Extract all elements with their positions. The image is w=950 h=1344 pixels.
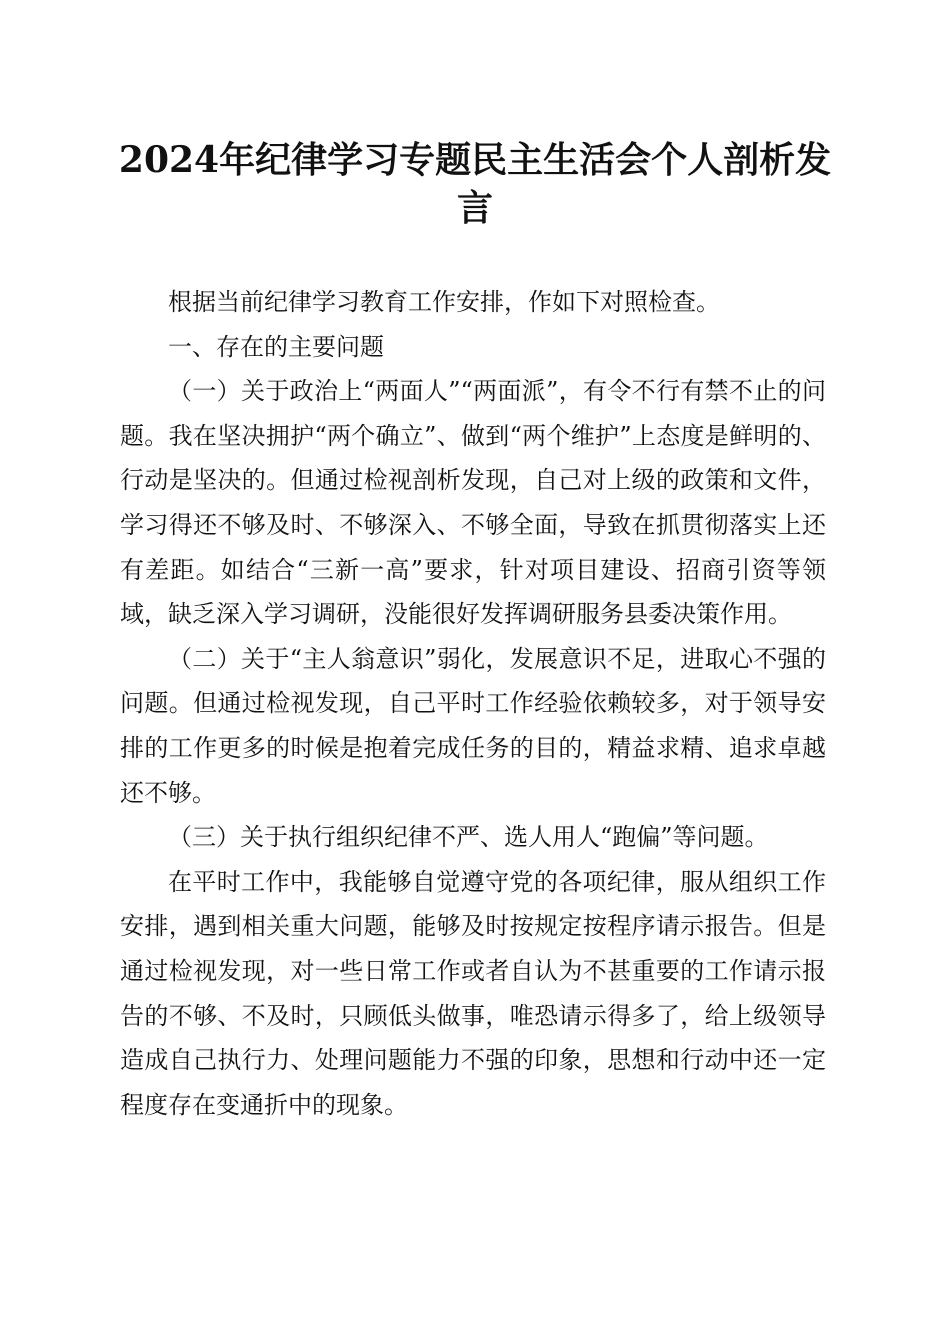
- issue-paragraph-2: （二）关于“主人翁意识”弱化，发展意识不足，进取心不强的问题。但通过检视发现，自己平时工作经验依赖较多，对于领导安排的工作更多的时候是抱着完成任务的目的，精益求精、追求卓越还不够。: [120, 644, 826, 807]
- document-title: 2024年纪律学习专题民主生活会个人剖析发言: [118, 139, 832, 229]
- document-body: [120, 280, 826, 1127]
- intro-paragraph: 根据当前纪律学习教育工作安排，作如下对照检查。: [168, 288, 720, 316]
- issue-paragraph-3-heading: （三）关于执行组织纪律不严、选人用人“跑偏”等问题。: [168, 823, 769, 852]
- issue-paragraph-1: （一）关于政治上“两面人”“两面派”，有令不行有禁不止的问题。我在坚决拥护“两个确立”、做到“两个维护”上态度是鲜明的、行动是坚决的。但通过检视剖析发现，自己对上级的政策和文件，学习得还不够及时、不够深入、不够全面，导致在抓贯彻落实上还有差距。如结合“三新一高”要求，针对项目建设、招商引资等领域，缺乏深入学习调研，没能很好发挥调研服务县委决策作用。: [120, 377, 826, 629]
- section-heading: 一、存在的主要问题: [168, 332, 384, 361]
- issue-paragraph-3-body: 在平时工作中，我能够自觉遵守党的各项纪律，服从组织工作安排，遇到相关重大问题，能够及时按规定按程序请示报告。但是通过检视发现，对一些日常工作或者自认为不甚重要的工作请示报告的不够、不及时，只顾低头做事，唯恐请示得多了，给上级领导造成自己执行力、处理问题能力不强的印象，思想和行动中还一定程度存在变通折中的现象。: [120, 867, 826, 1119]
